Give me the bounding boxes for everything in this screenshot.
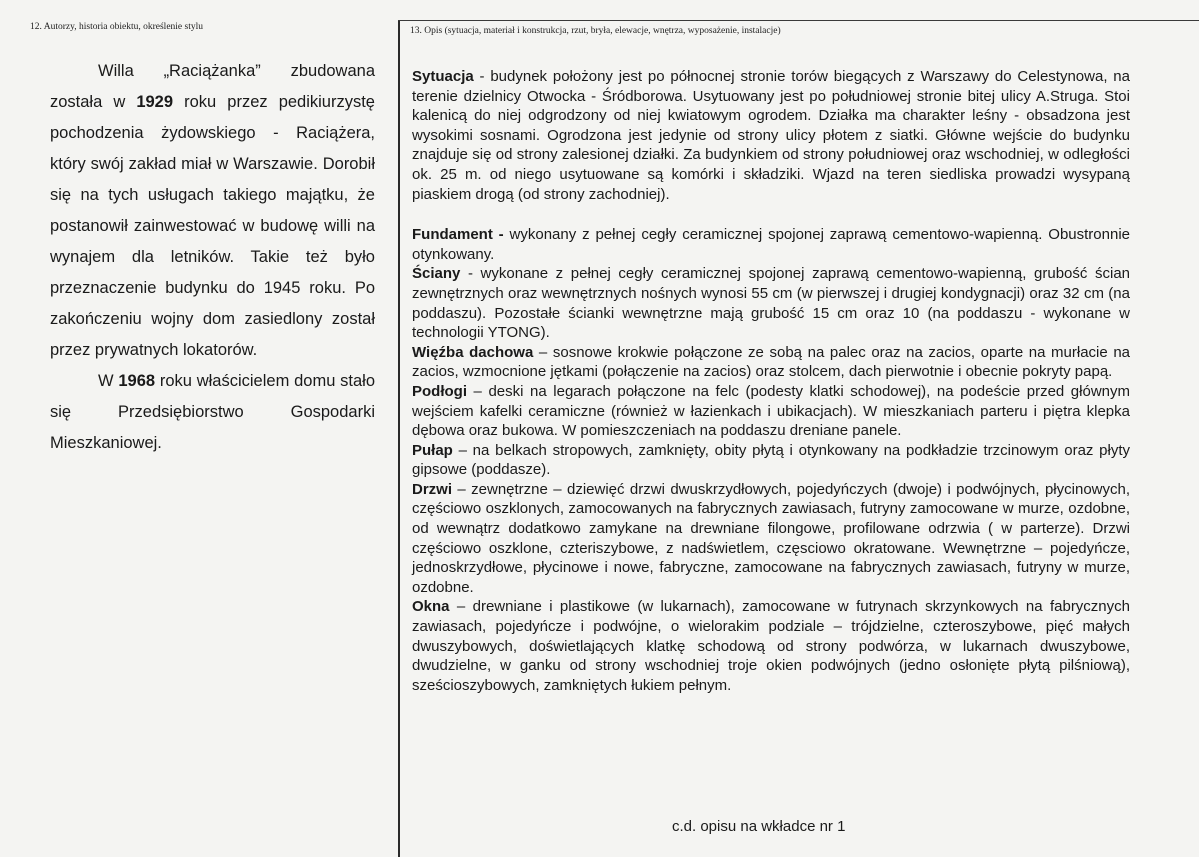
section-label: Fundament -: [412, 226, 504, 244]
section-podlogi: [412, 382, 1130, 441]
section-label: Pułap: [412, 441, 453, 459]
section-text: wykonany z pełnej cegły ceramicznej spojonej zaprawą cementowo-wapienną. Obustronnie otynkowany.: [412, 226, 1130, 263]
section-label: Więźba dachowa: [412, 343, 534, 361]
section-13-header: 13. Opis (sytuacja, materiał i konstrukcja, rzut, bryła, elewacje, wnętrza, wyposażenie, instalacje): [410, 26, 781, 36]
section-fundament: [412, 225, 1130, 264]
section-sytuacja: [412, 67, 1130, 204]
section-label: Ściany: [412, 265, 461, 283]
section-text: – zewnętrzne – dziewięć drzwi dwuskrzydłowych, pojedyńczych (dwoje) i podwójnych, płycinowych, częściowo oszklonych, zamocowanych na fabrycznych zawiasach, futryny zamocowane w murze, ozdobne, od wewnątrz dodatkowo zamykane na drewniane filongowe, profilowane odrzwia ( w parterze). Drzwi częściowo oszklone, czteriszybowe, z nadświetlem, częsciowo okratowane. Wewnętrzne – pojedyńcze, jednoskrzydłowe, płycinowe i nowe, fabryczne, zamocowane na fabrycznych zawiasach, futryny w murze, ozdobne.: [412, 480, 1130, 596]
column-divider: [398, 20, 400, 857]
section-pulap: [412, 441, 1130, 480]
section-wiezba: [412, 343, 1130, 382]
section-text: – deski na legarach połączone na felc (podesty klatki schodowej), na podeście przed głównym wejściem kafelki ceramiczne (również w łazienkach i ubikacjach). W mieszkaniach parteru i piętra klepka dębowa oraz bukowa. W pomieszczeniach na poddaszu dreniane panele.: [412, 382, 1130, 440]
year-1968: 1968: [118, 372, 156, 390]
section-12-header: 12. Autorzy, historia obiektu, określenie stylu: [30, 22, 203, 32]
history-column: [50, 56, 375, 459]
section-text: – sosnowe krokwie połączone ze sobą na palec oraz na zacios, oparte na murłacie na zacios, wzmocnione jętkami (połączenie na zacios) oraz stolcem, dach pierwotnie i obecnie pokryty papą.: [412, 343, 1131, 381]
section-text: – na belkach stropowych, zamknięty, obity płytą i otynkowany na podkładzie trzcinowym oraz płyty gipsowe (poddasze).: [412, 441, 1130, 479]
section-label: Podłogi: [412, 382, 467, 400]
history-text: roku właścicielem domu stało się Przedsiębiorstwo Gospodarki Mieszkaniowej.: [50, 372, 375, 452]
section-sciany: [412, 264, 1130, 342]
history-text: roku przez pedikiurzystę pochodzenia żydowskiego - Raciążera, który swój zakład miał w Warszawie. Dorobił się na tych usługach takiego majątku, że postanowił zainwestować w budowę willi na wynajem dla letników. Takie też było przeznaczenie budynku do 1945 roku. Po zakończeniu wojny dom zasiedlony został przez prywatnych lokatorów.: [50, 93, 375, 359]
section-text: - wykonane z pełnej cegły ceramicznej spojonej zaprawą cementowo-wapienną, grubość ścian zewnętrznych oraz wewnętrznych nośnych wynosi 55 cm (w pierwszej i drugiej kondygnacji) oraz 32 cm (na poddaszu). Pozostałe ścianki wewnętrzne mają grubość 15 cm oraz 10 (na poddaszu - wykonane w technologii YTONG).: [412, 265, 1130, 342]
year-1929: 1929: [136, 93, 174, 111]
section-text: – drewniane i plastikowe (w lukarnach), zamocowane w futrynach skrzynkowych na fabrycznych zawiasach, pojedyńcze i podwójne, o wielorakim podziale – trójdzielne, czteroszybowe, pięć małych dwuszybowych, doświetlających klatkę schodową od strony podwórza, w lukarnach dwuszybowe, dwudzielne, w ganku od strony wschodniej troje okien podwójnych (jedno osłonięte płytą pilśniową), sześcioszybowych, zamkniętych łukiem pełnym.: [412, 598, 1130, 694]
history-text: W: [98, 372, 119, 390]
continuation-note: c.d. opisu na wkładce nr 1: [672, 818, 846, 835]
history-paragraph-1: [50, 56, 375, 366]
section-label: Drzwi: [412, 480, 453, 498]
section-okna: [412, 597, 1130, 695]
history-paragraph-2: [50, 366, 375, 459]
section-label: Okna: [412, 598, 450, 616]
section-drzwi: [412, 480, 1130, 598]
section-label: Sytuacja: [412, 68, 474, 85]
description-column: [412, 67, 1130, 695]
header-rule: [398, 20, 1199, 21]
section-text: - budynek położony jest po północnej stronie torów biegących z Warszawy do Celestynowa, na terenie dzielnicy Otwocka - Śródborowa. Usytuowany jest po południowej stronie bitej ulicy A.Struga. Stoi kalenicą do niej odgrodzony od niej kwiatowym ogrodem. Działka ma charakter leśny - obsadzona jest wysokimi sosnami. Ogrodzona jest jedynie od strony ulicy płotem z siatki. Główne wejście do budynku znajduje się od strony zalesionej działki. Za budynkiem od strony południowej oraz wschodniej, w odległości ok. 25 m. od niego usytuowane są komórki i składziki. Wjazd na teren siedliska prowadzi wysypaną piaskiem drogą (od strony zachodniej).: [412, 68, 1130, 203]
history-text: Willa „Raciążanka” zbudowana została w: [50, 62, 375, 111]
